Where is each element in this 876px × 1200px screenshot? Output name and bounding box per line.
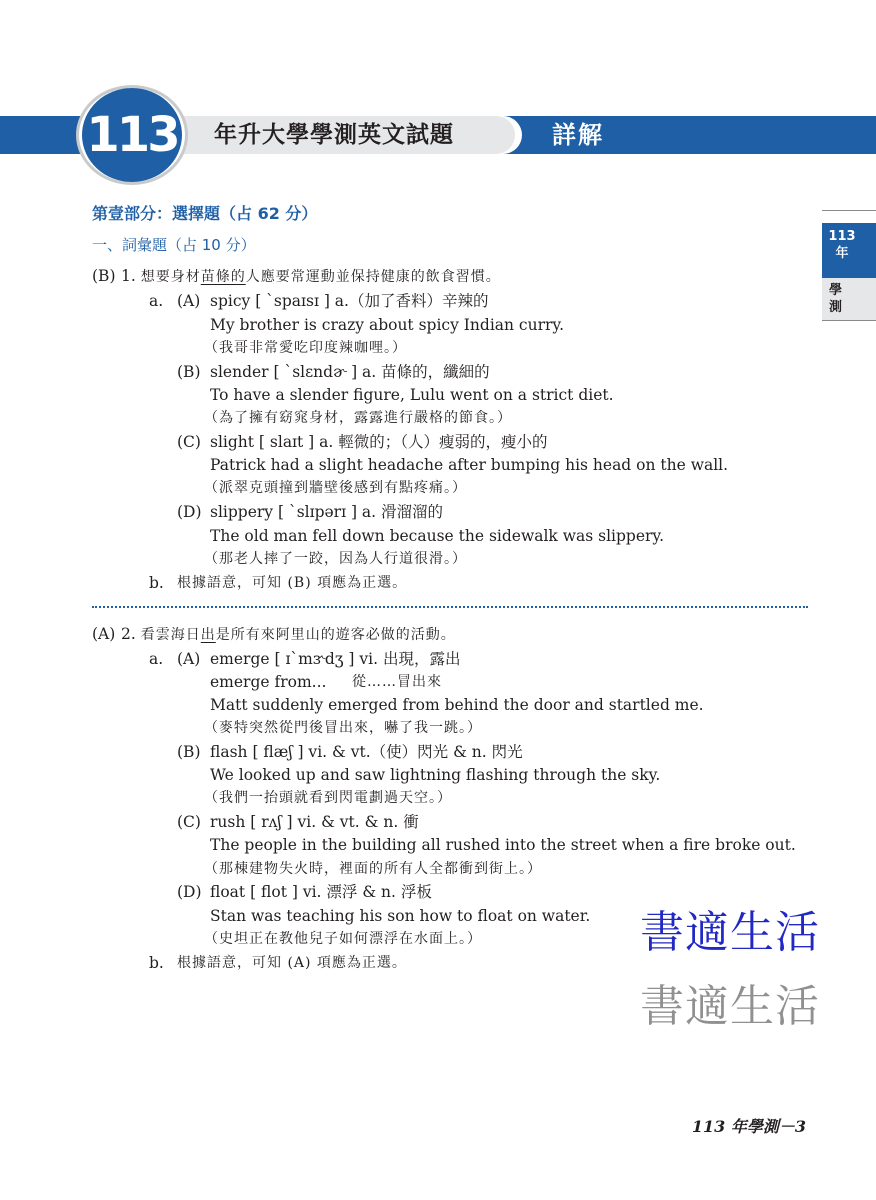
q2-opt-b-zh: （我們一抬頭就看到閃電劃過天空。） xyxy=(204,790,452,806)
q2-opt-d-zh: （史坦正在教他兒子如何漂浮在水面上。） xyxy=(204,931,482,947)
q1-opt-c-en: Patrick had a slight headache after bumping his head on the wall. xyxy=(210,456,729,474)
q1-opt-c-zh: （派翠克頭撞到牆壁後感到有點疼痛。） xyxy=(204,480,467,496)
q2-opt-d-word: float [ flot ] vi. 漂浮 & n. 浮板 xyxy=(210,883,432,901)
q2-stem-post: 是所有來阿里山的遊客必做的活動。 xyxy=(215,627,456,643)
q2-stem-key: 出 xyxy=(200,627,216,643)
q2-opt-b-en: We looked up and saw lightning flashing through the sky. xyxy=(210,766,661,784)
part-heading: 第壹部分：選擇題（占 62 分） xyxy=(92,204,318,223)
q1-number: 1. xyxy=(121,267,136,285)
q2-opt-a-label: (A) xyxy=(177,650,201,668)
q2-stem xyxy=(121,623,456,646)
q2-opt-a-zh: （麥特突然從門後冒出來，嚇了我一跳。） xyxy=(204,720,482,736)
q1-opt-b-word: slender [ ˋslɛndɚ ] a. 苗條的，纖細的 xyxy=(210,363,490,381)
q1-opt-b-en: To have a slender figure, Lulu went on a strict diet. xyxy=(210,386,614,404)
side-tab-divider xyxy=(822,320,876,321)
q1-opt-a-label: (A) xyxy=(177,292,201,310)
page-footer: 113 年學測－3 xyxy=(691,1117,806,1136)
q1-opt-d-zh: （那老人摔了一跤，因為人行道很滑。） xyxy=(204,551,467,567)
q2-conclusion: 根據語意，可知 (A) 項應為正選。 xyxy=(177,955,407,971)
q2-opt-c-en: The people in the building all rushed into the street when a fire broke out. xyxy=(210,836,796,854)
q1-opt-c-word: slight [ slaɪt ] a. 輕微的；（人）瘦弱的，瘦小的 xyxy=(210,433,548,451)
year-badge-number: 113 xyxy=(86,107,178,163)
question-divider xyxy=(92,606,808,608)
q1-conclusion: 根據語意，可知 (B) 項應為正選。 xyxy=(177,575,408,591)
q2-opt-a-word: emerge [ ɪˋmɝdʒ ] vi. 出現，露出 xyxy=(210,650,461,668)
q1-opt-c-label: (C) xyxy=(177,433,201,451)
q1-answer: (B) xyxy=(92,267,116,285)
watermark-gray: 書適生活 xyxy=(640,981,820,1032)
q2-opt-b-label: (B) xyxy=(177,743,201,761)
q1-opt-d-en: The old man fell down because the sidewalk was slippery. xyxy=(210,527,665,545)
q1-opt-b-label: (B) xyxy=(177,363,201,381)
q2-opt-a-phrase-zh: 從……冒出來 xyxy=(352,674,442,690)
q2-opt-c-label: (C) xyxy=(177,813,201,831)
section-heading: 一、詞彙題（占 10 分） xyxy=(92,236,256,254)
q2-opt-d-en: Stan was teaching his son how to float on water. xyxy=(210,907,591,925)
q1-opt-d-label: (D) xyxy=(177,503,202,521)
q1-sub-b: b. xyxy=(149,574,164,592)
q1-opt-d-word: slippery [ ˋslɪpərɪ ] a. 滑溜溜的 xyxy=(210,503,444,521)
q1-opt-a-word: spicy [ ˋspaɪsɪ ] a.（加了香料）辛辣的 xyxy=(210,292,489,310)
q2-sub-a: a. xyxy=(149,650,164,668)
q2-opt-d-label: (D) xyxy=(177,883,202,901)
header-title: 年升大學學測英文試題 xyxy=(214,122,454,148)
q1-stem xyxy=(121,265,501,288)
q2-opt-c-word: rush [ rʌʃ ] vi. & vt. & n. 衝 xyxy=(210,813,419,831)
q1-stem-pre: 想要身材 xyxy=(140,269,201,285)
q2-opt-c-zh: （那棟建物失火時，裡面的所有人全都衝到街上。） xyxy=(204,861,542,877)
q2-sub-b: b. xyxy=(149,954,164,972)
side-tab-exam-char2: 測 xyxy=(829,300,843,315)
side-tab-year-number: 113 xyxy=(828,229,856,244)
side-tab xyxy=(822,210,876,321)
q1-stem-key: 苗條的 xyxy=(200,269,246,285)
side-tab-year-char: 年 xyxy=(835,246,849,261)
q2-opt-b-word: flash [ flæʃ ] vi. & vt.（使）閃光 & n. 閃光 xyxy=(210,743,523,761)
q2-stem-pre: 看雲海日 xyxy=(140,627,201,643)
header-tag: 詳解 xyxy=(552,121,604,149)
year-badge xyxy=(82,88,182,182)
q1-opt-b-zh: （為了擁有窈窕身材，露露進行嚴格的節食。） xyxy=(204,410,512,426)
side-tab-exam-char1: 學 xyxy=(829,283,843,298)
q1-stem-post: 人應要常運動並保持健康的飲食習慣。 xyxy=(245,269,501,285)
q1-sub-a: a. xyxy=(149,292,164,310)
side-tab-exam xyxy=(822,278,876,321)
q2-opt-a-en: Matt suddenly emerged from behind the door and startled me. xyxy=(210,696,704,714)
q1-opt-a-zh: （我哥非常愛吃印度辣咖哩。） xyxy=(204,340,407,356)
side-tab-year xyxy=(822,223,876,278)
q2-opt-a-phrase: emerge from... xyxy=(210,673,327,691)
q2-answer: (A) xyxy=(92,625,116,643)
q2-number: 2. xyxy=(121,625,136,643)
q1-opt-a-en: My brother is crazy about spicy Indian curry. xyxy=(210,316,565,334)
watermark-blue: 書適生活 xyxy=(640,907,820,958)
